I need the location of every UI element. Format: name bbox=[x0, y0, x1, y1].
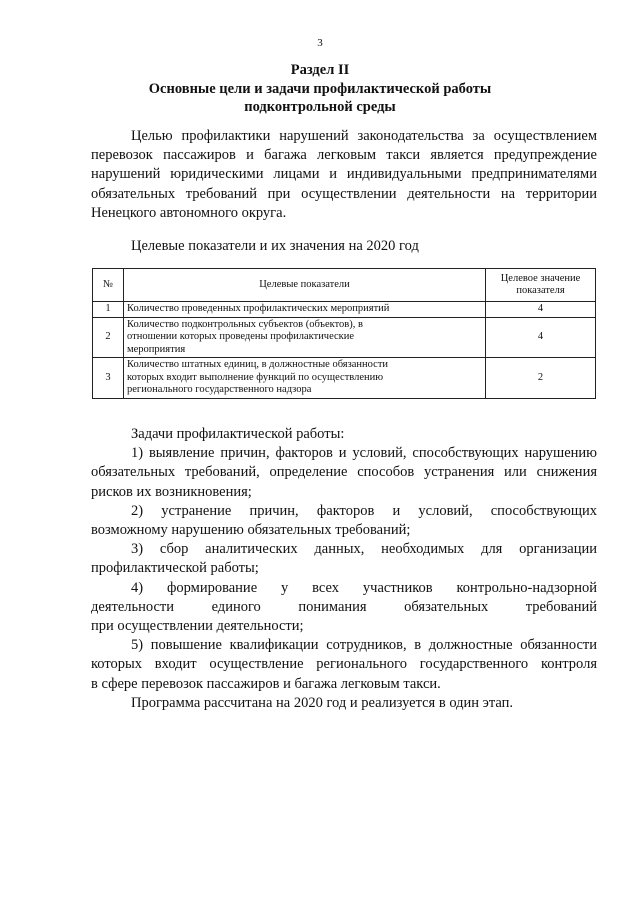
task-item-2-continued: возможному нарушению обязательных требований; bbox=[91, 522, 411, 539]
section-heading: Раздел II bbox=[290, 62, 350, 78]
row-indicator-line: Количество штатных единиц, в должностные обязанности bbox=[127, 359, 389, 370]
row-value: 2 bbox=[486, 358, 596, 399]
intro-line: Ненецкого автономного округа. bbox=[91, 204, 287, 221]
row-indicator-line: отношении которых проведены профилактические bbox=[127, 331, 355, 342]
intro-line: обязательных требований при осуществлении деятельности на территории bbox=[91, 185, 597, 202]
task-item-3-continued: профилактической работы; bbox=[91, 560, 259, 577]
row-indicator-line: регионального государственного надзора bbox=[127, 384, 312, 395]
table-row bbox=[93, 358, 596, 399]
row-number: 2 bbox=[93, 317, 124, 358]
row-number: 1 bbox=[93, 302, 124, 318]
row-value: 4 bbox=[486, 317, 596, 358]
task-item-1-continued: рисков их возникновения; bbox=[91, 483, 252, 500]
task-item-1: 1) выявление причин, факторов и условий, способствующих нарушению bbox=[131, 445, 597, 462]
row-indicator-line: мероприятия bbox=[127, 343, 186, 355]
intro-line: перевозок пассажиров и багажа легковым такси является предупреждение bbox=[91, 147, 597, 164]
table-row bbox=[93, 302, 596, 318]
task-item-4-continued: при осуществлении деятельности; bbox=[91, 618, 304, 635]
table-caption: Целевые показатели и их значения на 2020 год bbox=[131, 238, 419, 254]
header-target-value-line: показателя bbox=[516, 285, 565, 296]
row-indicator-line: Количество проведенных профилактических мероприятий bbox=[127, 303, 390, 314]
row-value: 4 bbox=[486, 302, 596, 318]
targets-table bbox=[92, 268, 596, 399]
task-item-3: 3) сбор аналитических данных, необходимых для организации bbox=[131, 541, 597, 558]
task-item-2: 2) устранение причин, факторов и условий, способствующих bbox=[131, 502, 597, 519]
section-title: Основные цели и задачи профилактической работы bbox=[148, 81, 492, 97]
tasks-title: Задачи профилактической работы: bbox=[131, 426, 345, 442]
intro-line: Целью профилактики нарушений законодательства за осуществлением bbox=[131, 128, 597, 144]
task-item-5-continued: в сфере перевозок пассажиров и багажа легковым такси. bbox=[91, 675, 441, 692]
row-number: 3 bbox=[93, 358, 124, 399]
tasks-section bbox=[91, 425, 597, 713]
header-target-value-line: Целевое значение bbox=[500, 272, 581, 284]
row-indicator-line: Количество подконтрольных субъектов (объектов), в bbox=[127, 318, 363, 330]
table-header-row bbox=[93, 269, 596, 302]
page-number: 3 bbox=[317, 37, 323, 49]
task-item-4-continued: деятельности единого понимания обязательных требований bbox=[91, 598, 597, 615]
row-indicator-line: которых входит выполнение функций по осуществлению bbox=[127, 371, 384, 383]
task-item-4: 4) формирование у всех участников контрольно-надзорной bbox=[131, 579, 597, 596]
section-title-continued: подконтрольной среды bbox=[244, 99, 396, 115]
row-indicator bbox=[124, 317, 486, 358]
header-target-value bbox=[486, 269, 596, 302]
closing-statement: Программа рассчитана на 2020 год и реализуется в один этап. bbox=[131, 694, 514, 711]
header-number: № bbox=[93, 269, 124, 302]
task-item-5: 5) повышение квалификации сотрудников, в должностные обязанности bbox=[131, 637, 597, 654]
row-indicator bbox=[124, 358, 486, 399]
row-indicator bbox=[124, 302, 486, 318]
header-indicator: Целевые показатели bbox=[124, 269, 486, 302]
intro-line: нарушений юридическими лицами и индивидуальными предпринимателями bbox=[91, 166, 597, 183]
intro-paragraph bbox=[91, 127, 597, 223]
task-item-5-continued: которых входит осуществление регионального государственного контроля bbox=[91, 656, 597, 673]
table-row bbox=[93, 317, 596, 358]
task-item-1-continued: обязательных требований, определение способов устранения или снижения bbox=[91, 464, 597, 481]
